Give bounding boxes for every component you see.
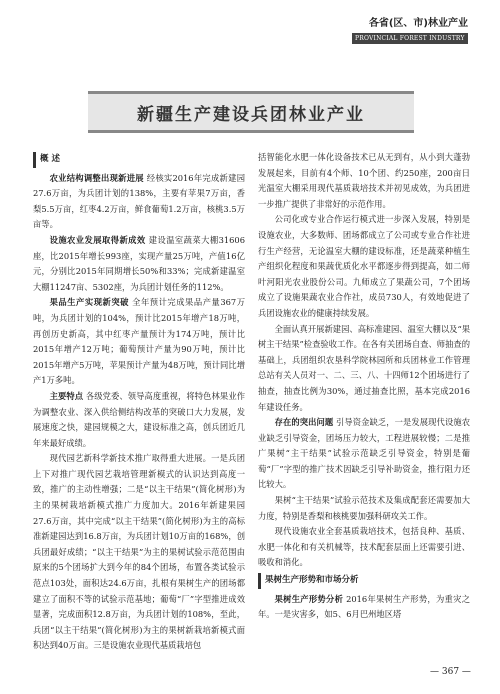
- header-subtitle: PROVINCIAL FOREST INDUSTRY: [352, 33, 468, 44]
- header-category: 各省(区、市)林业产业: [368, 18, 468, 29]
- paragraph-text: 全年预计完成果品产量367万吨，为兵团计划的104%，预计比2015年增产18万吨，再创历史新高，其中红枣产量预计为174万吨，预计比2015年增产12万吨；葡萄预计产量为90万吨，预计比2015年增产5万吨，苹果预计产量为48万吨，预计同比增产1万多吨。: [33, 297, 245, 386]
- paragraph: 果树“主干结果”试验示范技术及集成配套还需要加大力度，特别是香梨和核桃要加强科研攻关工作。: [258, 495, 470, 521]
- paragraph-text: 各级党委、领导高度重视，将特色林果业作为调整农业、深入供给侧结构改革的突破口大力发展，发展速度之快，建园规模之大，建设标准之高，创兵团近几年来最好成绩。: [33, 390, 245, 448]
- paragraph: 公司化或专业合作运行模式进一步深入发展，特别是设施农业，大多数师、团场都成立了公司或专业合作社进行生产经营，无论温室大棚的建设标准，还是蔬菜种植生产组织化程度和果蔬优质化水平都逐步得到提高，如二师叶河阳光农业股份公司。九师成立了果蔬公司，7个团场成立了设施果蔬农业合作社，成员730人，有效地促进了兵团设施农业的健康持续发展。: [258, 214, 470, 318]
- paragraph: 现代设施农业全套基质栽培技术，包括良种、基质、水肥一体化和有关机械等，技术配套层面上还需要引进、吸收和消化。: [258, 526, 470, 568]
- title-banner: [88, 91, 414, 133]
- paragraph: 现代园艺新科学新技术推广取得重大进展。一是兵团上下对推广现代园艺栽培管理新模式的认识达到高度一致，推广的主动性增强；二是“以主干结果”(简化树形)为主的果树栽培新模式推广力度加大。2016年新建果园27.6万亩，其中完成“以主干结果”(简化树形)为主的高标准新建园达到16.8万亩，为兵团计划10万亩的168%，创兵团最好成绩；“以主干结果”为主的果树试验示范范围由原来的5个团场扩大到今年的84个团场，布置各类试验示范点103处，面积达24.6万亩，扎根有果树生产的团场都建立了面积不等的试验示范基地；葡萄“厂”字型推进成效显著，完成面积12.8万亩，为兵团计划的108%，至此，兵团“以主干结果”(简化树形)为主的果树新栽培新模式面积达到40万亩。三是设施农业现代基质栽培包: [33, 453, 245, 651]
- run-in-heading: 果品生产实现新突破: [49, 297, 129, 308]
- paragraph: 全面认真开展新建园、高标准建园、温室大棚以及“果树主干结果”检查验收工作。在各有关团场自查、师抽查的基础上，兵团组织农垦科学院林园所和兵团林业工作管理总站有关人员对一、二、三、八、十四师12个团场进行了抽查，抽查比例为30%，通过抽查比照，基本完成2016年建设任务。: [258, 323, 470, 412]
- paragraph-text: 经核实2016年完成新建园27.6万亩，为兵团计划的138%，主要有苹果7万亩，香梨5.5万亩，红枣4.2万亩，鲜食葡萄1.2万亩，核桃3.5万亩等。: [33, 172, 245, 230]
- section-heading-overview: 概 述: [33, 152, 245, 168]
- paragraph: [258, 592, 470, 623]
- right-column: [258, 150, 470, 623]
- paragraph: 括智能化水肥一体化设备技术已从无到有，从小到大蓬勃发展起来，目前有4个师、10个团、约250座，200亩日光温室大棚采用现代基质栽培技术并初见成效，为兵团进一步推广提供了非常好的示范作用。: [258, 152, 470, 209]
- paragraph-text: 引导资金缺乏，一是发展现代设施农业缺乏引导资金，团场压力较大，工程进展较慢；二是推广果树“主干结果”试验示范缺乏引导资金，特别是葡萄“厂”字型的推广技术因缺乏引导补助资金，推行阻力还比较大。: [258, 417, 470, 490]
- paragraph: [33, 171, 245, 233]
- paragraph: [33, 295, 245, 389]
- left-column: [33, 150, 245, 654]
- run-in-heading: 存在的突出问题: [274, 417, 334, 428]
- paragraph: [33, 389, 245, 451]
- page-number: — 367 —: [430, 667, 471, 677]
- running-header: [352, 14, 468, 44]
- run-in-heading: 主要特点: [49, 390, 84, 401]
- paragraph: [33, 233, 245, 295]
- paragraph-text: 2016年果树生产形势，为重灾之年。一是灾害多，如5、6月巴州地区塔: [258, 593, 470, 620]
- page-title: 新疆生产建设兵团林业产业: [137, 104, 365, 125]
- paragraph-text: 建设温室蔬菜大棚31606座，比2015年增长993座，实现产量25万吨，产值16亿元，分别比2015年同期增长50%和33%；完成新建温室大棚11247亩、5302座，为兵团计划任务的112%。: [33, 234, 245, 292]
- section-heading-market: 果树生产形势和市场分析: [258, 573, 470, 589]
- run-in-heading: 农业结构调整出现新进展: [49, 172, 144, 183]
- run-in-heading: 设施农业发展取得新成效: [49, 234, 146, 245]
- paragraph: [258, 415, 470, 493]
- run-in-heading: 果树生产形势分析: [274, 593, 344, 604]
